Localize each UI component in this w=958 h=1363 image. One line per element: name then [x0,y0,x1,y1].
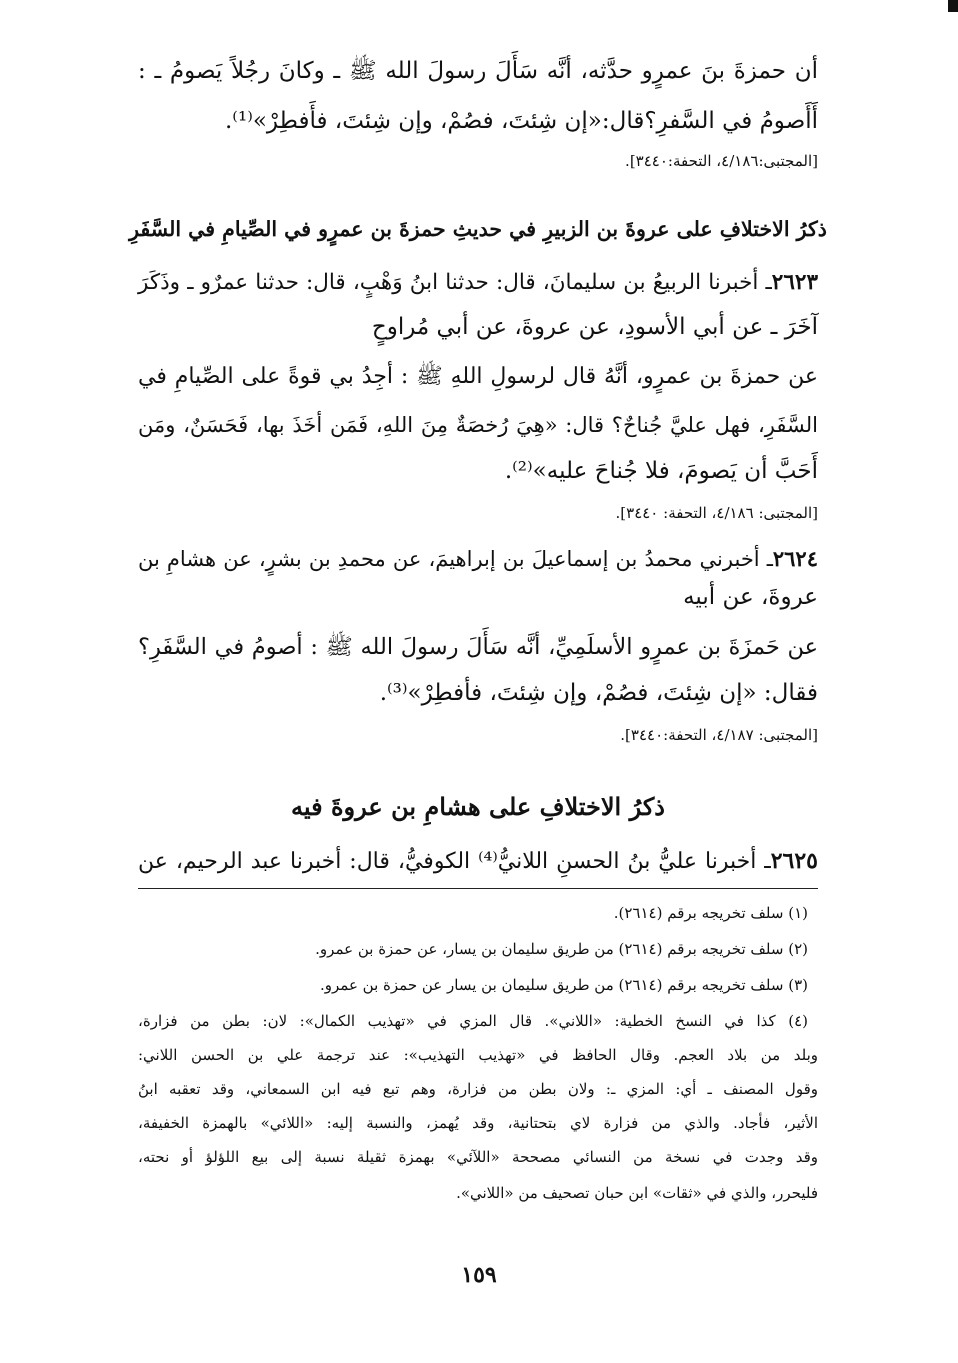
hadith-2623-line-4: السَّفَرِ، فهل عليَّ جُناحٌ؟ قال: «هِيَ رُخصَةٌ مِنَ اللهِ، فَمَن أخَذَ بها، فَحَسَنٌ، ومَن [138,413,818,437]
footnote-4-line-5: وقد وجدت في نسخة من النسائي مصححة «اللآئي» بهمزة ثقيلة نسبة إلى بيع اللؤلؤ أو نحته، [138,1148,818,1166]
hadith-2624-reference: [المجتبى: ٤/١٨٧، التحفة:٣٤٤٠]. [620,726,818,744]
hadith-2624-line-2: عروةَ، عن أبيه [683,584,818,610]
hadith-2623-reference: [المجتبى: ٤/١٨٦، التحفة: ٣٤٤٠]. [615,504,818,522]
hadith-2625-line-1-text: ـ أخبرنا عليُّ بنُ الحسنِ اللانيُّ⁽⁴⁾ الكوفيُّ، قال: أخبرنا عبد الرحيم، عن [138,849,771,874]
footnote-4-line-6: فليحرر، والذي في «ثقات» ابن حبان تصحيف من «اللاني». [456,1184,818,1202]
section-heading-2: ذكرُ الاختلافِ على هشامِ بن عروةَ فيه [291,792,665,821]
footnote-4-line-3: وقول المصنف ـ أي: المزي ـ: ولان بطن من فزارة، وهم تبع فيه ابن السمعاني، وقد تعقبه ابنُ [138,1080,818,1098]
hadith-2623-line-1 [138,268,818,298]
hadith-2624-line-1 [138,544,818,574]
hadith-2624-line-3: عن حَمزَةَ بن عمرٍو الأسلَمِيِّ، أنَّه سَأَلَ رسولَ الله ﷺ : أصومُ في السَّفَرِ؟ [138,634,818,660]
page-number: ١٥٩ [461,1262,497,1288]
footnote-1: (١) سلف تخريجه برقم (٢٦١٤). [613,904,808,922]
hadith-2622-reference: [المجتبى:٤/١٨٦، التحفة:٣٤٤٠]. [625,152,818,170]
section-heading-1: ذكرُ الاختلافِ على عروةَ بن الزبيرِ في حديثِ حمزةَ بن عمرٍو في الصِّيامِ في السَّفَرِ [129,217,827,241]
hadith-number: ٢٦٢٥ [770,848,818,874]
footnote-4-line-1: (٤) كذا في النسخ الخطية: «اللاني». قال المزي في «تهذيب الكمال»: لان: بطن من فزارة، [138,1012,808,1030]
hadith-number: ٢٦٢٤ [772,546,818,571]
hadith-2625-line-1 [138,846,818,877]
footnote-2: (٢) سلف تخريجه برقم (٢٦١٤) من طريق سليمان بن يسار، عن حمزة بن عمرو. [315,940,808,958]
footnote-4-line-2: وبلد من بلاد العجم. وقال الحافظ في «تهذيب التهذيب»: عند ترجمة علي بن الحسن اللاني: [138,1046,818,1064]
hadith-2622-line-1: أن حمزةَ بنَ عمرٍو حدَّثه، أنَّه سَأَلَ رسولَ الله ﷺ ـ وكانَ رجُلاً يَصومُ ـ : [138,58,818,84]
hadith-2623-line-2: آخَرَ ـ عن أبي الأسودِ، عن عروةَ، عن أبي مُراوحٍ [371,314,818,340]
footnote-3: (٣) سلف تخريجه برقم (٢٦١٤) من طريق سليمان بن يسار عن حمزة بن عمرو. [320,976,808,994]
scan-corner-mark [948,0,958,12]
hadith-2623-line-1-text: ـ أخبرنا الربيعُ بن سليمانَ، قال: حدثنا ابنُ وَهْبٍ، قال: حدثنا عمرٌو ـ وذَكَرَ [138,270,772,295]
hadith-2623-line-5: أَحَبَّ أن يَصومَ، فلا جُناحَ عليه»⁽²⁾. [504,458,818,484]
footnote-separator [138,888,818,889]
hadith-number: ٢٦٢٣ [771,270,818,295]
hadith-2622-line-2: أَأَصومُ في السَّفرِ؟قال:«إن شِئتَ، فصُمْ، وإن شِئتَ، فأَفطِرْ»⁽¹⁾. [224,108,818,134]
hadith-2623-line-3: عن حمزةَ بن عمرٍو، أنَّهُ قال لرسولِ اللهِ ﷺ : أجِدُ بي قوةً على الصِّيامِ في [138,364,818,389]
footnote-4-line-4: الأثير، فأجاد. والذي من فزارة لاي بتحتانية، وقد يُهمز، والنسبة إليه: «اللائي» بالهمزة الخفيفة، [138,1114,818,1132]
hadith-2624-line-1-text: ـ أخبرني محمدُ بن إسماعيلَ بن إبراهيمَ، عن محمدِ بن بشرٍ، عن هشامِ بن [138,547,773,571]
hadith-2624-line-4: فقال: «إن شِئتَ، فصُمْ، وإن شِئتَ، فأفطِرْ»⁽³⁾. [379,680,818,706]
